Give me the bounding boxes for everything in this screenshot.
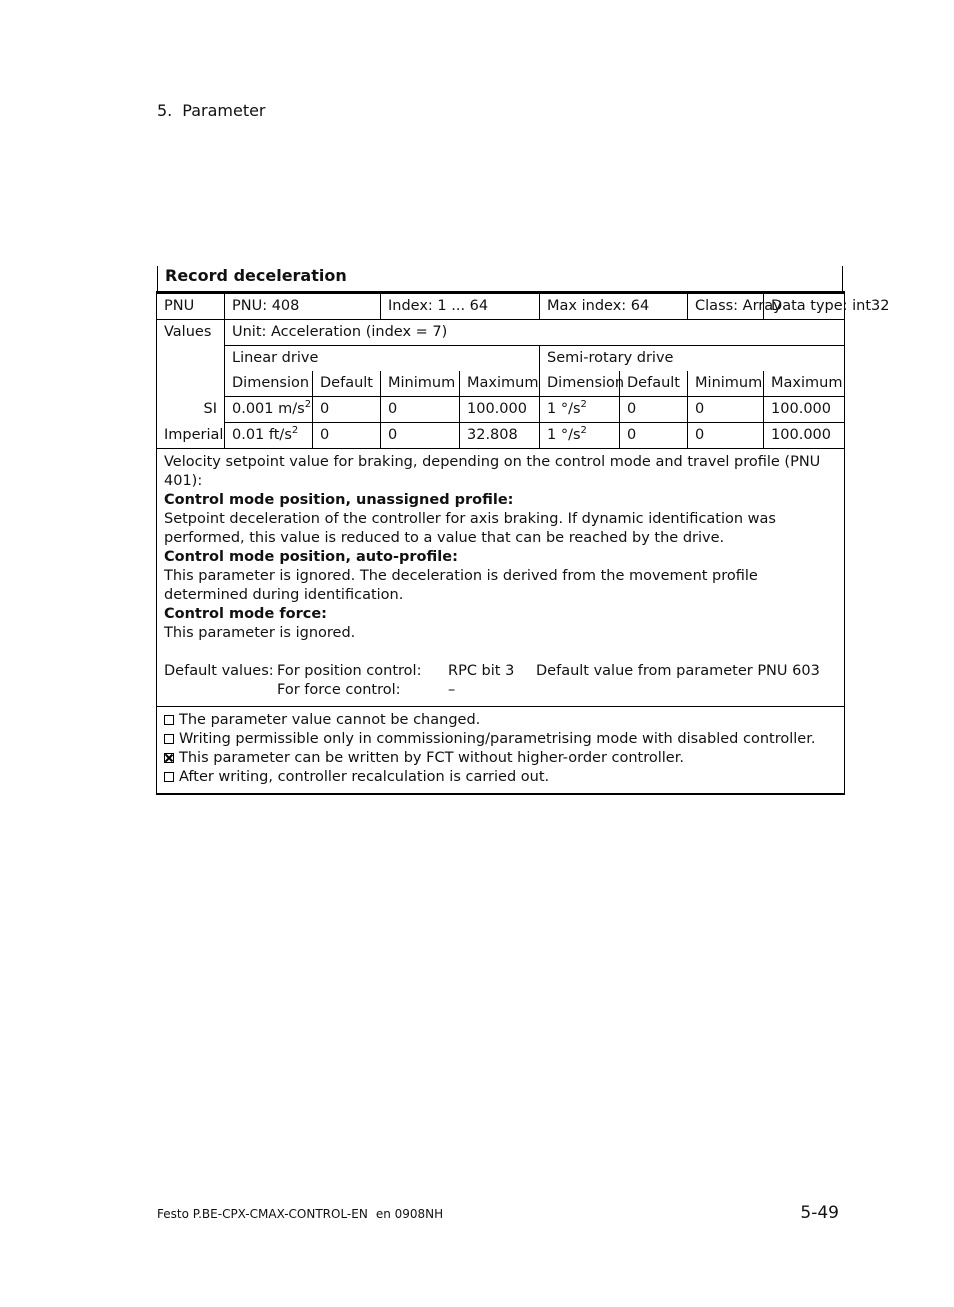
- col-lin-dimension: Dimension: [225, 371, 313, 397]
- checks-row: [157, 707, 845, 795]
- imperial-rot-default: 0: [620, 423, 688, 449]
- si-rot-dimension: 1 $^\circ/s^2$: [540, 397, 620, 423]
- class-value: Class: Array: [688, 293, 764, 320]
- imperial-lin-maximum: 32.808: [460, 423, 540, 449]
- si-rot-default: 0: [620, 397, 688, 423]
- heading-unassigned-profile: Control mode position, unassigned profile:: [164, 492, 514, 508]
- footer-version: en 0908NH: [375, 1207, 444, 1221]
- section-number: 5.: [157, 101, 173, 120]
- column-header-row: [157, 371, 845, 397]
- text-auto-profile: This parameter is ignored. The deceleration is derived from the movement profile determined during identification.: [164, 568, 758, 603]
- description-cell: [157, 449, 845, 707]
- col-rot-minimum: Minimum: [688, 371, 764, 397]
- imperial-lin-default: 0: [313, 423, 381, 449]
- table-title: Record deceleration: [165, 266, 347, 285]
- checkbox-checked-icon: [164, 753, 174, 763]
- position-control-note: Default value from parameter PNU 603: [536, 663, 820, 679]
- row-label-imperial: Imperial: [157, 423, 225, 449]
- drive-type-row: [157, 346, 845, 372]
- parameter-table: [156, 291, 890, 795]
- text-control-mode-force: This parameter is ignored.: [164, 625, 356, 641]
- si-rot-maximum: 100.000: [764, 397, 845, 423]
- values-label: Values: [157, 320, 225, 346]
- text-unassigned-profile: Setpoint deceleration of the controller for axis braking. If dynamic identification was performed, this value is reduced to a value that can be reached by the drive.: [164, 511, 776, 546]
- footer-document: [157, 1207, 443, 1221]
- force-control-value: –: [448, 682, 456, 698]
- pnu-label: PNU: [157, 293, 225, 320]
- check-item: This parameter can be written by FCT without higher-order controller.: [164, 749, 837, 768]
- col-rot-dimension: Dimension: [540, 371, 620, 397]
- section-header: [157, 101, 266, 120]
- imperial-rot-minimum: 0: [688, 423, 764, 449]
- position-control-value: RPC bit 3: [448, 663, 515, 679]
- col-rot-maximum: Maximum: [764, 371, 845, 397]
- linear-drive-heading: Linear drive: [225, 346, 540, 372]
- check-item: Writing permissible only in commissioning/parametrising mode with disabled controller.: [164, 730, 837, 749]
- table-row: [157, 423, 845, 449]
- row-label-si: SI: [157, 397, 225, 423]
- checkbox-unchecked-icon: [164, 715, 174, 725]
- unit-row: [157, 320, 845, 346]
- force-control-label: For force control:: [277, 682, 401, 698]
- data-type-value: Data type: int32: [764, 293, 845, 320]
- checkbox-unchecked-icon: [164, 772, 174, 782]
- imperial-lin-minimum: 0: [381, 423, 460, 449]
- col-lin-maximum: Maximum: [460, 371, 540, 397]
- si-lin-minimum: 0: [381, 397, 460, 423]
- table-row: [157, 397, 845, 423]
- position-control-label: For position control:: [277, 663, 422, 679]
- default-values: [164, 662, 837, 700]
- index-value: Index: 1 ... 64: [381, 293, 540, 320]
- col-lin-minimum: Minimum: [381, 371, 460, 397]
- si-lin-dimension: 0.001 $m/s^2$: [225, 397, 313, 423]
- check-item: The parameter value cannot be changed.: [164, 711, 837, 730]
- semi-rotary-drive-heading: Semi-rotary drive: [540, 346, 845, 372]
- check-item: After writing, controller recalculation is carried out.: [164, 768, 837, 787]
- footer-doc-id: Festo P.BE-CPX-CMAX-CONTROL-EN: [157, 1207, 368, 1221]
- col-lin-default: Default: [313, 371, 381, 397]
- imperial-rot-dimension: 1 $^\circ/s^2$: [540, 423, 620, 449]
- si-lin-default: 0: [313, 397, 381, 423]
- imperial-lin-dimension: 0.01 $ft/s^2$: [225, 423, 313, 449]
- description-intro: Velocity setpoint value for braking, depending on the control mode and travel profile (PNU 401):: [164, 454, 821, 489]
- max-index-value: Max index: 64: [540, 293, 688, 320]
- checks-cell: [157, 707, 845, 795]
- pnu-value: PNU: 408: [225, 293, 381, 320]
- description-row: [157, 449, 845, 707]
- si-rot-minimum: 0: [688, 397, 764, 423]
- default-values-label: Default values:: [164, 663, 274, 679]
- unit-text: Unit: Acceleration (index = 7): [225, 320, 845, 346]
- table-title-cell: [157, 266, 843, 292]
- checkbox-unchecked-icon: [164, 734, 174, 744]
- heading-auto-profile: Control mode position, auto-profile:: [164, 549, 458, 565]
- page-number: 5-49: [800, 1203, 839, 1223]
- si-lin-maximum: 100.000: [460, 397, 540, 423]
- pnu-row: [157, 293, 845, 320]
- section-title: Parameter: [182, 101, 266, 120]
- col-rot-default: Default: [620, 371, 688, 397]
- imperial-rot-maximum: 100.000: [764, 423, 845, 449]
- heading-control-mode-force: Control mode force:: [164, 606, 327, 622]
